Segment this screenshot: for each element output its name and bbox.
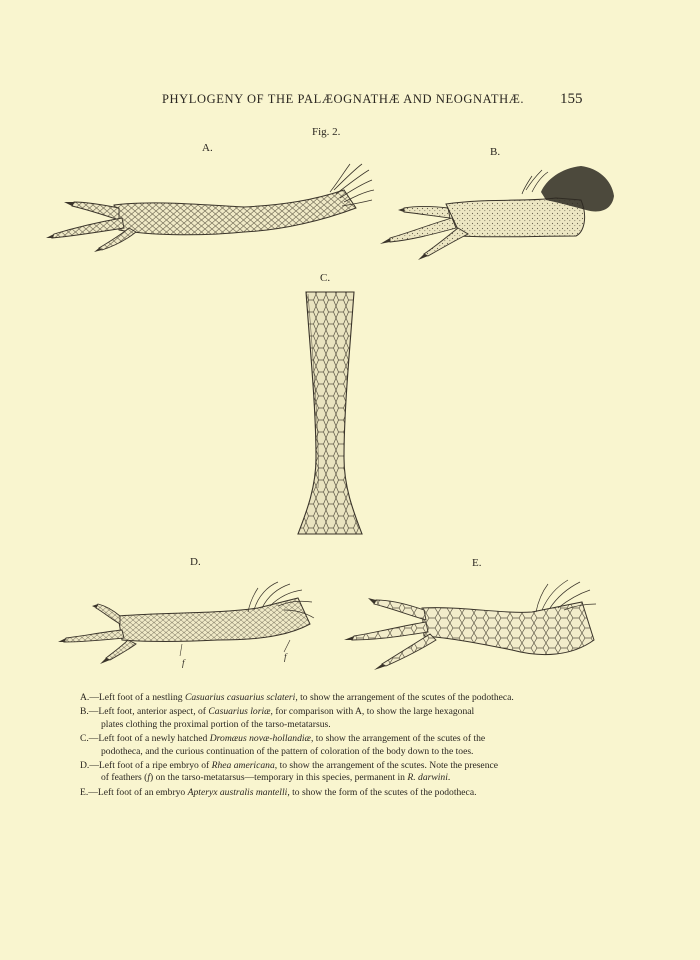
foot-drawing-d bbox=[58, 580, 320, 670]
foot-drawing-e bbox=[342, 578, 600, 674]
caption-c-text: C.—Left foot of a newly hatched bbox=[80, 733, 210, 745]
caption-a bbox=[80, 692, 580, 704]
caption-d-feather-symbol: f bbox=[147, 772, 151, 784]
caption-b-continuation: plates clothing the proximal portion of the tarso-metatarsus. bbox=[101, 718, 331, 730]
panel-letter-c: C. bbox=[320, 272, 331, 284]
caption-d-text-end: , to show the arrangement of the scutes. Note the presence bbox=[274, 760, 499, 772]
caption-d-continuation bbox=[80, 772, 580, 784]
caption-d bbox=[80, 760, 580, 785]
caption-d-species: Rhea americana bbox=[211, 760, 275, 772]
caption-b-text-end: , for comparison with A, to show the large hexagonal bbox=[270, 706, 475, 718]
panel-letter-a: A. bbox=[202, 142, 213, 154]
figure-captions bbox=[80, 692, 580, 801]
caption-d-cont-species: R. darwini bbox=[407, 772, 448, 784]
running-title: PHYLOGENY OF THE PALÆOGNATHÆ AND NEOGNATHÆ. bbox=[162, 92, 525, 106]
caption-a-species: Casuarius casuarius sclateri bbox=[184, 692, 296, 703]
figure-label: Fig. 2. bbox=[312, 126, 341, 138]
caption-a-text-end: , to show the arrangement of the scutes of the podotheca. bbox=[295, 692, 514, 703]
caption-d-text: D.—Left foot of a ripe embryo of bbox=[80, 760, 212, 772]
caption-e bbox=[80, 787, 580, 799]
foot-drawing-b bbox=[376, 162, 616, 262]
feather-mark-f-2: f bbox=[284, 652, 287, 662]
caption-d-cont-end: . bbox=[447, 772, 451, 784]
page-number: 155 bbox=[560, 91, 583, 107]
panel-letter-e: E. bbox=[472, 557, 482, 569]
foot-drawing-a bbox=[44, 160, 374, 255]
panel-letter-b: B. bbox=[490, 146, 501, 158]
caption-a-text: A.—Left foot of a nestling bbox=[80, 692, 185, 703]
caption-e-text-end: , to show the form of the scutes of the podotheca. bbox=[287, 786, 477, 798]
panel-letter-d: D. bbox=[190, 556, 201, 568]
caption-e-text: E.—Left foot of an embryo bbox=[80, 786, 188, 798]
caption-b-text: B.—Left foot, anterior aspect, of bbox=[80, 706, 209, 718]
caption-c bbox=[80, 733, 580, 758]
caption-d-cont-mid: ) on the tarso-metatarsus—temporary in this species, permanent in bbox=[150, 772, 408, 784]
caption-c-continuation: podotheca, and the curious continuation of the pattern of coloration of the body down to the toes. bbox=[101, 745, 474, 757]
feather-mark-f-1: f bbox=[182, 658, 185, 668]
caption-b bbox=[80, 706, 580, 731]
caption-c-text-end: , to show the arrangement of the scutes of the bbox=[310, 733, 486, 745]
foot-drawing-c bbox=[296, 288, 366, 538]
caption-c-species: Dromæus novæ-hollandiæ bbox=[209, 733, 311, 745]
caption-e-species: Apteryx australis mantelli bbox=[187, 786, 288, 798]
caption-b-species: Casuarius loriæ bbox=[208, 706, 271, 718]
caption-d-cont-text: of feathers ( bbox=[101, 772, 148, 784]
